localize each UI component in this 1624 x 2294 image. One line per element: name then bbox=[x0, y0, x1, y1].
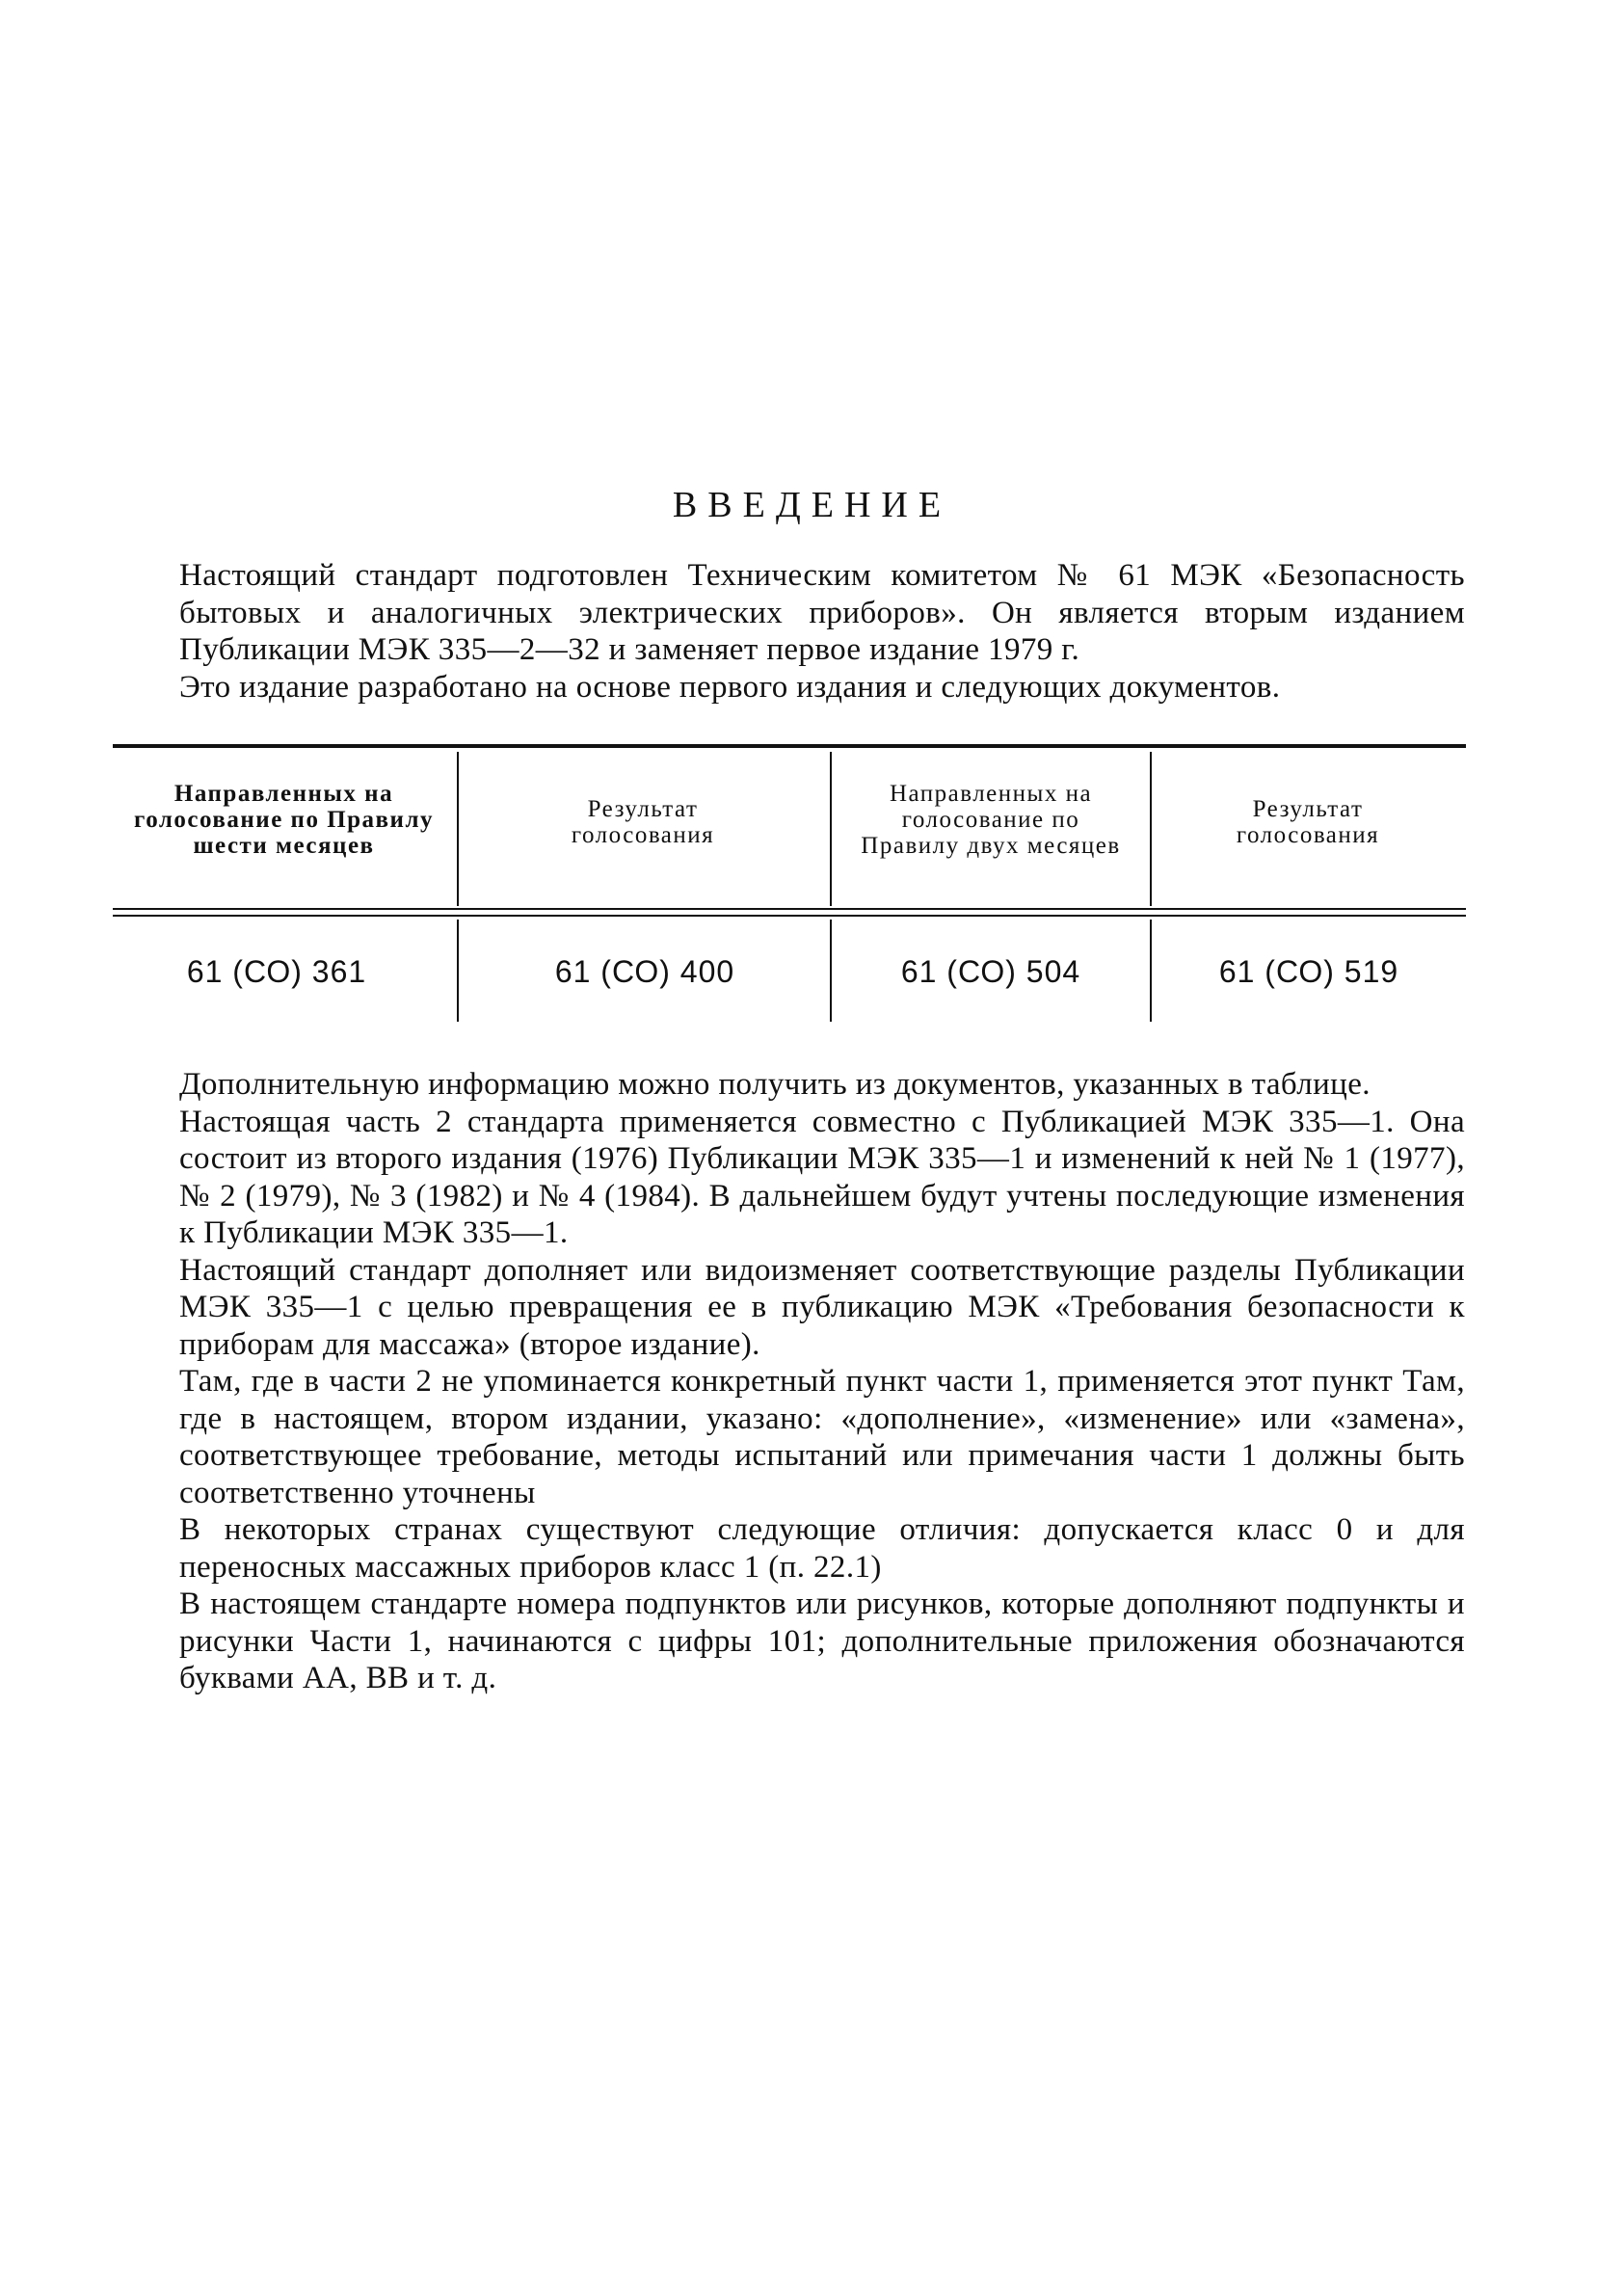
body-paragraph-6: В настоящем стандарте номера подпунктов или рисунков, которые дополняют подпункты и рисунки Части 1, начинаются с цифры 101; дополнительные приложения обозначаются буквами АА, ВВ и т. д. bbox=[179, 1587, 1465, 1695]
body-paragraph-1: Дополнительную информацию можно получить из документов, указанных в таблице. bbox=[179, 1067, 1371, 1102]
column-separator bbox=[1150, 752, 1152, 906]
table-header-rule bbox=[113, 908, 1466, 910]
table-top-rule bbox=[113, 744, 1466, 748]
intro-paragraph-1: Настоящий стандарт подготовлен Техническим комитетом № 61 МЭК «Безопасность бытовых и аналогичных электрических приборов». Он является вторым изданием Публикации МЭК 335—2—32 и заменяет первое издание 1979 г. bbox=[179, 558, 1465, 667]
intro-paragraph-2: Это издание разработано на основе первого издания и следующих документов. bbox=[179, 669, 1281, 705]
table-cell: 61 (СО) 400 bbox=[554, 954, 735, 989]
table-header-cell: Направленных на голосование по Правилу двух месяцев bbox=[861, 781, 1121, 859]
table-cell: 61 (СО) 361 bbox=[186, 954, 367, 989]
intro-text bbox=[179, 557, 1465, 706]
body-paragraph-4: Там, где в части 2 не упоминается конкретный пункт части 1, применяется этот пункт Там, где в настоящем, втором издании, указано: «дополнение», «изменение» или «замена», соответствующее требование, методы испытаний или примечания части 1 должны быть соответственно уточнены bbox=[179, 1364, 1465, 1510]
body-text bbox=[179, 1066, 1465, 1697]
column-separator bbox=[457, 752, 459, 906]
body-paragraph-5: В некоторых странах существуют следующие отличия: допускается класс 0 и для переносных массажных приборов класс 1 (п. 22.1) bbox=[179, 1512, 1465, 1585]
table-header-cell: Результат голосования bbox=[571, 796, 715, 848]
table-cell: 61 (СО) 519 bbox=[1218, 954, 1399, 989]
table-cell: 61 (СО) 504 bbox=[900, 954, 1081, 989]
body-paragraph-3: Настоящий стандарт дополняет или видоизменяет соответствующие разделы Публикации МЭК 335—1 с целью превращения ее в публикацию МЭК «Требования безопасности к приборам для массажа» (второе издание). bbox=[179, 1252, 1465, 1362]
table-header-cell: Результат голосования bbox=[1236, 796, 1380, 848]
column-separator bbox=[830, 752, 832, 906]
table-header-rule-2 bbox=[113, 915, 1466, 917]
column-separator bbox=[457, 920, 459, 1022]
table-header-cell: Направленных на голосование по Правилу шести месяцев bbox=[134, 781, 434, 859]
page-title: ВВЕДЕНИЕ bbox=[672, 485, 952, 525]
body-paragraph-2: Настоящая часть 2 стандарта применяется совместно с Публикацией МЭК 335—1. Она состоит из второго издания (1976) Публикации МЭК 335—1 и изменений к ней № 1 (1977), № 2 (1979), № 3 (1982) и № 4 (1984). В дальнейшем будут учтены последующие изменения к Публикации МЭК 335—1. bbox=[179, 1104, 1465, 1250]
